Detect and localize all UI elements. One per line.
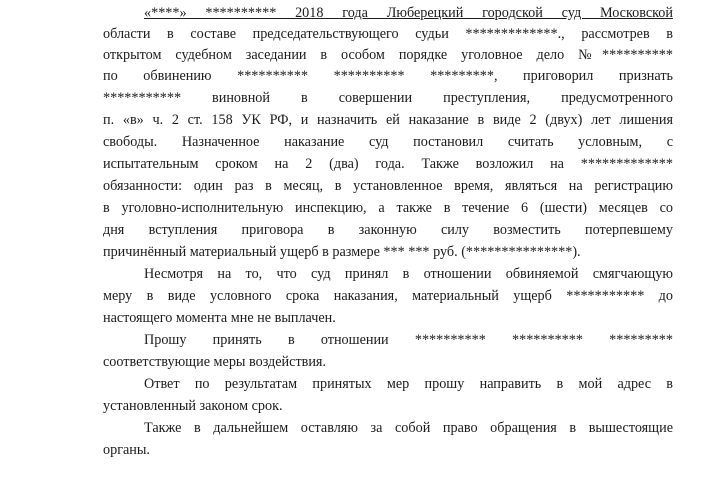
document-line-11: дня вступления приговора в законную силу возместить потерпевшему <box>103 222 673 238</box>
document-line-3: открытом судебном заседании в особом порядке уголовное дело №********** <box>103 47 673 63</box>
document-line-7: свободы. Назначенное наказание суд постановил считать условным, с <box>103 134 673 150</box>
document-line-8: испытательным сроком на 2 (два) года. Также возложил на ************* <box>103 156 673 172</box>
document-line-16: Прошу принять в отношении ********** ********** ********* <box>144 332 673 348</box>
document-line-13: Несмотря на то, что суд принял в отношении обвиняемой смягчающую <box>144 266 673 282</box>
document-line-10: в уголовно-исполнительную инспекцию, а также в течение 6 (шести) месяцев со <box>103 200 673 216</box>
document-line-14: меру в виде условного срока наказания, материальный ущерб *********** до <box>103 288 673 304</box>
document-line-12: причинённый материальный ущерб в размере *** *** руб. (***************). <box>103 244 581 260</box>
document-line-1 <box>103 3 673 23</box>
document-line-18: Ответ по результатам принятых мер прошу направить в мой адрес в <box>144 376 673 392</box>
document-line-21: органы. <box>103 442 150 458</box>
document-line-9: обязанности: один раз в месяц, в установленное время, являться на регистрацию <box>103 178 673 194</box>
document-line-1-text: «****» ********** 2018 года Люберецкий городской суд Московской <box>144 5 673 21</box>
document-line-19: установленный законом срок. <box>103 398 283 414</box>
document-line-6: п. «в» ч. 2 ст. 158 УК РФ, и назначить ей наказание в виде 2 (двух) лет лишения <box>103 112 673 128</box>
document-line-5: *********** виновной в совершении преступления, предусмотренного <box>103 90 673 106</box>
document-line-17: соответствующие меры воздействия. <box>103 354 327 370</box>
document-line-2: области в составе председательствующего судьи *************., рассмотрев в <box>103 26 673 42</box>
document-line-20: Также в дальнейшем оставляю за собой право обращения в вышестоящие <box>144 420 673 436</box>
document-line-4: по обвинению ********** ********** *********, приговорил признать <box>103 68 673 84</box>
document-line-15: настоящего момента мне не выплачен. <box>103 310 336 326</box>
